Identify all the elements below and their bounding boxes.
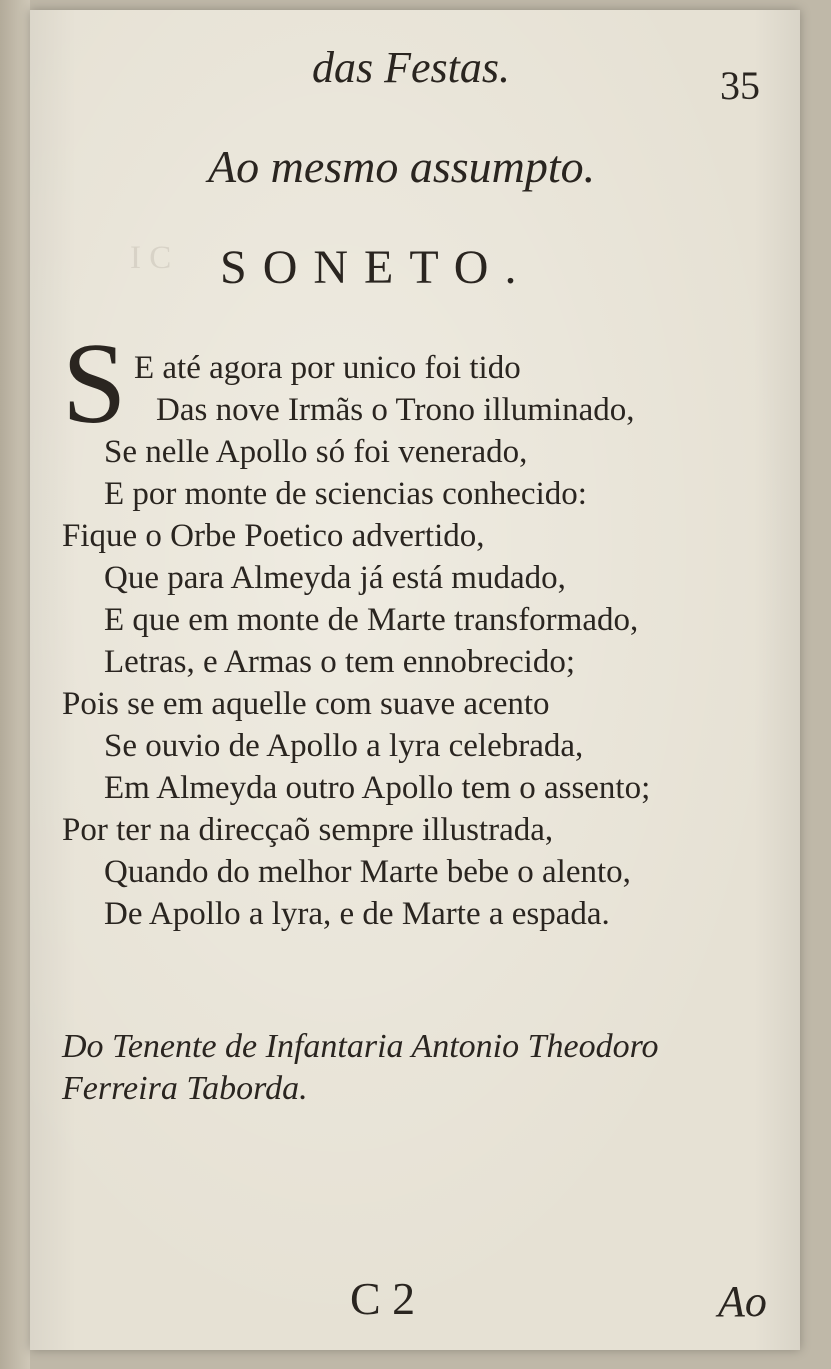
poem-line-13: Quando do melhor Marte bebe o alento, [104,854,631,890]
poem-line-3: Se nelle Apollo só foi venerado, [104,434,528,470]
poem-subtitle: Ao mesmo assumpto. [208,141,596,192]
poem-line-4: E por monte de sciencias conhecido: [104,476,587,512]
signature-mark: C 2 [350,1273,416,1324]
poem-line-5: Fique o Orbe Poetico advertido, [62,518,485,554]
poem-line-11: Em Almeyda outro Apollo tem o assento; [104,770,651,806]
running-title: das Festas. [312,43,510,92]
attribution-line-2: Ferreira Taborda. [62,1070,308,1107]
poem-line-9: Pois se em aquelle com suave acento [62,686,550,722]
poem-line-12: Por ter na direcçaõ sempre illustrada, [62,812,554,848]
poem-title: SONETO. [220,241,533,294]
poem-line-7: E que em monte de Marte transformado, [104,602,639,638]
poem-line-10: Se ouvio de Apollo a lyra celebrada, [104,728,584,764]
bleed-through-decoration: I C [130,240,172,276]
book-gutter [0,0,30,1369]
poem-line-2: Das nove Irmãs o Trono illuminado, [156,392,635,428]
poem-line-14: De Apollo a lyra, e de Marte a espada. [104,896,610,932]
attribution-line-1: Do Tenente de Infantaria Antonio Theodoro [62,1028,659,1065]
poem-line-8: Letras, e Armas o tem ennobrecido; [104,644,576,680]
book-page [30,10,800,1350]
catchword: Ao [718,1277,767,1326]
page-number: 35 [720,63,760,108]
poem-line-6: Que para Almeyda já está mudado, [104,560,566,596]
drop-cap: S [62,320,127,448]
poem-line-1: E até agora por unico foi tido [134,350,521,386]
